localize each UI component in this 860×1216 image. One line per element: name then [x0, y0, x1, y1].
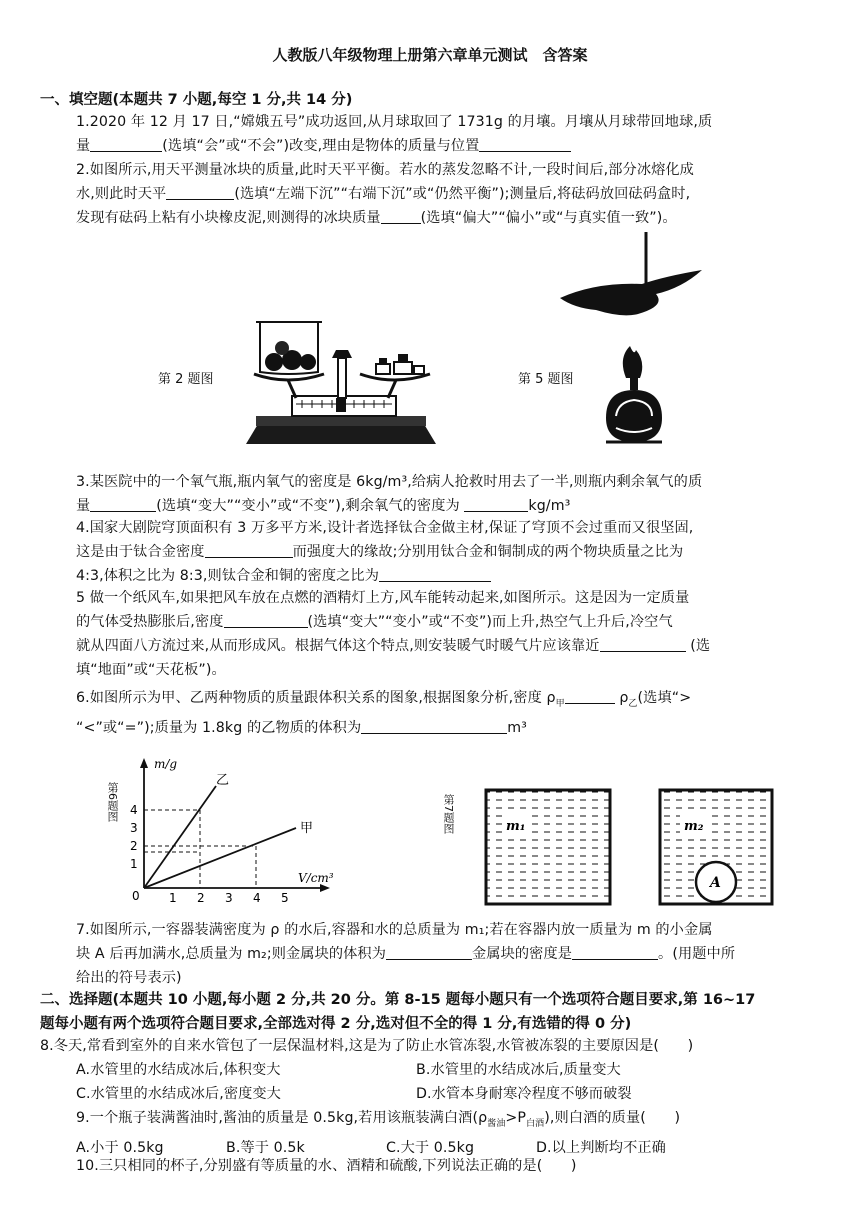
q1-text: (选填“会”或“不会”)改变,理由是物体的质量与位置 — [162, 138, 480, 154]
answer-blank[interactable] — [600, 635, 686, 652]
q4-text: 这是由于钛合金密度 — [76, 544, 205, 560]
q3-text: 量 — [76, 498, 91, 514]
q10-stem: 10.三只相同的杯子,分别盛有等质量的水、酒精和硫酸,下列说法正确的是( ) — [76, 1158, 577, 1174]
q4-line3 — [76, 564, 821, 588]
q2-text: 水,则此时天平 — [76, 186, 167, 202]
question-8 — [40, 1034, 830, 1106]
q1-line1: 1.2020 年 12 月 17 日,“嫦娥五号”成功返回,从月球取回了 1731g 的月壤。月壤从月球带回地球,质 — [76, 114, 713, 130]
q8-stem: 8.冬天,常看到室外的自来水管包了一层保温材料,这是为了防止水管冻裂,水管被冻裂的主要原因是( ) — [40, 1038, 694, 1054]
x-tick: 2 — [197, 891, 205, 902]
balance-scale-figure — [236, 312, 446, 454]
section-fill-blank-heading: 一、填空题(本题共 7 小题,每空 1 分,共 14 分) — [40, 92, 353, 108]
answer-blank[interactable] — [479, 135, 571, 152]
q6-text: ρ — [614, 690, 629, 706]
y-tick: 4 — [130, 803, 138, 817]
q6-text: (选填“> — [637, 690, 692, 706]
subscript: 白酒 — [526, 1118, 545, 1129]
question-10 — [76, 1154, 821, 1178]
q7-line2 — [76, 942, 821, 966]
q9-text: 9.一个瓶子装满酱油时,酱油的质量是 0.5kg,若用该瓶装满白酒(ρ — [76, 1110, 488, 1126]
q3-text: kg/m³ — [528, 498, 571, 514]
q9-text: >P — [505, 1110, 527, 1126]
answer-blank[interactable] — [90, 135, 162, 152]
answer-blank[interactable] — [205, 541, 293, 558]
answer-blank[interactable] — [90, 495, 156, 512]
q8-option-b[interactable]: B.水管里的水结成冰后,质量变大 — [416, 1062, 621, 1078]
label-yi: 乙 — [216, 773, 230, 788]
q8-options-row2 — [40, 1082, 830, 1106]
figure-7-caption: 第7题图 — [442, 794, 455, 834]
q5-line2 — [76, 610, 821, 634]
line-yi — [144, 786, 216, 888]
q5-line3 — [76, 634, 821, 658]
question-6 — [76, 686, 821, 740]
x-tick: 5 — [281, 891, 289, 902]
x-tick: 4 — [253, 891, 261, 902]
section2-line1: 二、选择题(本题共 10 小题,每小题 2 分,共 20 分。第 8-15 题每小题只有一个选项符合题目要求,第 16~17 — [40, 992, 756, 1008]
q3-line2 — [76, 494, 821, 518]
metal-block-label: A — [710, 875, 721, 891]
subscript: 酱油 — [487, 1118, 506, 1129]
q6-line1 — [76, 686, 821, 716]
q6-text: 6.如图所示为甲、乙两种物质的质量跟体积关系的图象,根据图象分析,密度 ρ — [76, 690, 556, 706]
q1-text: 量 — [76, 138, 91, 154]
question-9 — [76, 1106, 836, 1160]
q8-option-c[interactable]: C.水管里的水结成冰后,密度变大 — [76, 1086, 281, 1102]
q3-line1: 3.某医院中的一个氧气瓶,瓶内氧气的密度是 6kg/m³,给病人抢救时用去了一半,则瓶内剩余氧气的质 — [76, 474, 703, 490]
y-tick: 2 — [130, 839, 138, 853]
pinwheel-lamp-figure — [556, 228, 706, 460]
q7-line1: 7.如图所示,一容器装满密度为 ρ 的水后,容器和水的总质量为 m₁;若在容器内放一质量为 m 的小金属 — [76, 922, 713, 938]
q1-line2 — [76, 134, 821, 158]
q3-text: (选填“变大”“变小”或“不变”),剩余氧气的密度为 — [156, 498, 465, 514]
figure-6-caption: 第6题图 — [106, 782, 119, 822]
mass-volume-graph — [120, 752, 360, 902]
containers-figure — [484, 788, 774, 908]
q4-line2 — [76, 540, 821, 564]
q5-text: (选 — [685, 638, 711, 654]
q4-text: 而强度大的缘故;分别用钛合金和铜制成的两个物块质量之比为 — [292, 544, 684, 560]
question-4 — [76, 516, 821, 588]
y-axis-label: m/g — [154, 757, 178, 771]
q9-stem — [76, 1106, 836, 1136]
q5-line4: 填“地面”或“天花板”)。 — [76, 662, 226, 678]
q7-line3: 给出的符号表示) — [76, 970, 182, 986]
q6-text: “<”或“=”);质量为 1.8kg 的乙物质的体积为 — [76, 719, 362, 736]
question-1 — [76, 110, 821, 158]
q6-line2 — [76, 716, 821, 740]
answer-blank[interactable] — [386, 943, 472, 960]
answer-blank[interactable] — [379, 565, 491, 582]
q2-text: 发现有砝码上粘有小块橡皮泥,则测得的冰块质量 — [76, 210, 381, 226]
q2-text: (选填“偏大”“偏小”或“与真实值一致”)。 — [420, 210, 677, 226]
q8-options-row1 — [40, 1058, 830, 1082]
q2-line1: 2.如图所示,用天平测量冰块的质量,此时天平平衡。若水的蒸发忽略不计,一段时间后,部分冰熔化成 — [76, 162, 694, 178]
q7-text: 金属块的密度是 — [472, 946, 573, 962]
y-tick: 3 — [130, 821, 138, 835]
section-choice-heading — [40, 988, 840, 1036]
answer-blank[interactable] — [361, 717, 507, 734]
q2-line2 — [76, 182, 821, 206]
origin-label: 0 — [132, 889, 140, 902]
q7-text: 。(用题中所 — [658, 946, 736, 962]
x-axis-label: V/cm³ — [298, 871, 334, 885]
question-7 — [76, 918, 821, 990]
q6-text: m³ — [507, 719, 527, 736]
section2-line2: 题每小题有两个选项符合题目要求,全部选对得 2 分,选对但不全的得 1 分,有选错的得 0 分) — [40, 1016, 632, 1032]
y-tick: 1 — [130, 857, 138, 871]
q5-text: 就从四面八方流过来,从而形成风。根据气体这个特点,则安装暖气时暖气片应该靠近 — [76, 638, 600, 654]
container-1-label: m₁ — [506, 819, 526, 834]
container-2-label: m₂ — [684, 819, 704, 834]
line-jia — [144, 828, 296, 888]
answer-blank[interactable] — [381, 207, 421, 224]
page-title: 人教版八年级物理上册第六章单元测试 含答案 — [272, 46, 588, 64]
q2-line3 — [76, 206, 821, 230]
figure-2-caption: 第 2 题图 — [158, 372, 214, 387]
answer-blank[interactable] — [572, 943, 658, 960]
q5-text: 的气体受热膨胀后,密度 — [76, 614, 224, 630]
q5-line1: 5 做一个纸风车,如果把风车放在点燃的酒精灯上方,风车能转动起来,如图所示。这是因为一定质量 — [76, 590, 690, 606]
q5-text: (选填“变大”“变小”或“不变”)而上升,热空气上升后,冷空气 — [307, 614, 673, 630]
q9-option-a[interactable]: A.小于 0.5kg — [76, 1139, 164, 1156]
q8-option-d[interactable]: D.水管本身耐寒冷程度不够而破裂 — [416, 1086, 632, 1102]
subscript: 乙 — [628, 698, 638, 709]
question-5 — [76, 586, 821, 682]
answer-blank[interactable] — [224, 611, 308, 628]
x-tick: 3 — [225, 891, 233, 902]
answer-blank[interactable] — [464, 495, 528, 512]
answer-blank[interactable] — [565, 687, 615, 704]
q9-option-d[interactable]: D.以上判断均不正确 — [536, 1139, 666, 1156]
x-tick: 1 — [169, 891, 177, 902]
q9-option-c[interactable]: C.大于 0.5kg — [386, 1139, 475, 1156]
subscript: 甲 — [555, 698, 565, 709]
question-2 — [76, 158, 821, 230]
q4-line1: 4.国家大剧院穹顶面积有 3 万多平方米,设计者选择钛合金做主材,保证了穹顶不会过重而又很坚固, — [76, 520, 694, 536]
q9-option-b[interactable]: B.等于 0.5k — [226, 1139, 305, 1156]
question-3 — [76, 470, 821, 518]
q4-text: 4:3,体积之比为 8:3,则钛合金和铜的密度之比为 — [76, 568, 379, 584]
q7-text: 块 A 后再加满水,总质量为 m₂;则金属块的体积为 — [76, 946, 387, 962]
q8-option-a[interactable]: A.水管里的水结成冰后,体积变大 — [76, 1062, 281, 1078]
answer-blank[interactable] — [166, 183, 234, 200]
figure-5-caption: 第 5 题图 — [518, 372, 574, 387]
q2-text: (选填“左端下沉”“右端下沉”或“仍然平衡”);测量后,将砝码放回砝码盒时, — [234, 186, 691, 202]
label-jia: 甲 — [300, 821, 314, 836]
q9-text: ),则白酒的质量( ) — [544, 1110, 681, 1126]
